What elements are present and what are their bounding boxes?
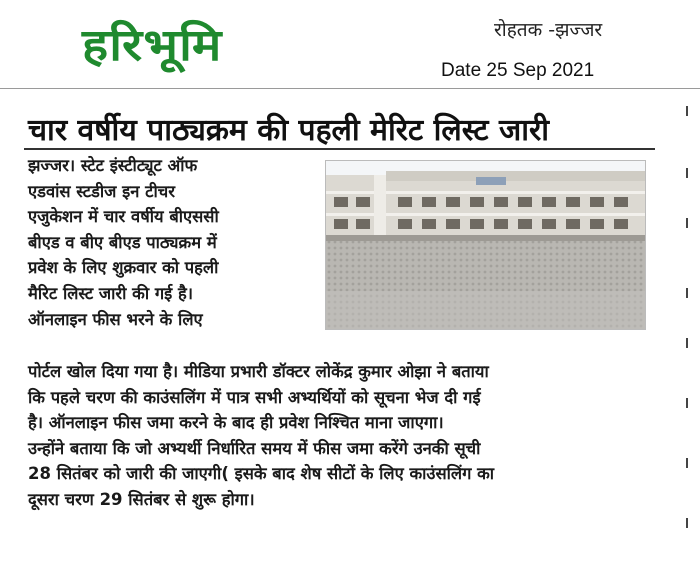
article-line: 28 सितंबर को जारी की जाएगी( इसके बाद शेष सीटों के लिए काउंसलिंग का (28, 464, 495, 484)
article-line: कि पहले चरण की काउंसलिंग में पात्र सभी अभ्यर्थियों को सूचना भेज दी गई (28, 387, 481, 407)
publication-date: Date 25 Sep 2021 (441, 60, 595, 81)
article-line: एडवांस स्टडीज इन टीचर (28, 181, 175, 201)
article-headline: चार वर्षीय पाठ्यक्रम की पहली मेरिट लिस्ट जारी (28, 113, 550, 148)
article-line: मैरिट लिस्ट जारी की गई है। (28, 283, 194, 303)
campus-building-image (326, 161, 645, 329)
article-line: झज्जर। स्टेट इंस्टीट्यूट ऑफ (28, 156, 198, 175)
article-line: ऑनलाइन फीस भरने के लिए (28, 309, 203, 329)
article-line: पोर्टल खोल दिया गया है। मीडिया प्रभारी डॉक्टर लोकेंद्र कुमार ओझा ने बताया (28, 362, 489, 381)
article-lead-column (28, 153, 318, 332)
article-line: बीएड व बीए बीएड पाठ्यक्रम में (28, 232, 217, 252)
article-line: है। ऑनलाइन फीस जमा करने के बाद ही प्रवेश निश्चित माना जाएगा। (28, 413, 444, 433)
article-line: दूसरा चरण 29 सितंबर से शुरू होगा। (28, 489, 255, 509)
article-line: उन्होंने बताया कि जो अभ्यर्थी निर्धारित समय में फीस जमा करेंगे उनकी सूची (28, 438, 481, 458)
masthead-divider (0, 88, 700, 89)
adjacent-column-edge (676, 98, 700, 574)
newspaper-logo: हरिभूमि (82, 20, 223, 71)
article-photo (325, 160, 646, 330)
headline-underline (24, 148, 655, 150)
article-line: एजुकेशन में चार वर्षीय बीएससी (28, 207, 219, 227)
edition-location: रोहतक -झज्जर (494, 19, 603, 41)
article-body (28, 359, 668, 513)
article-line: प्रवेश के लिए शुक्रवार को पहली (28, 258, 219, 278)
